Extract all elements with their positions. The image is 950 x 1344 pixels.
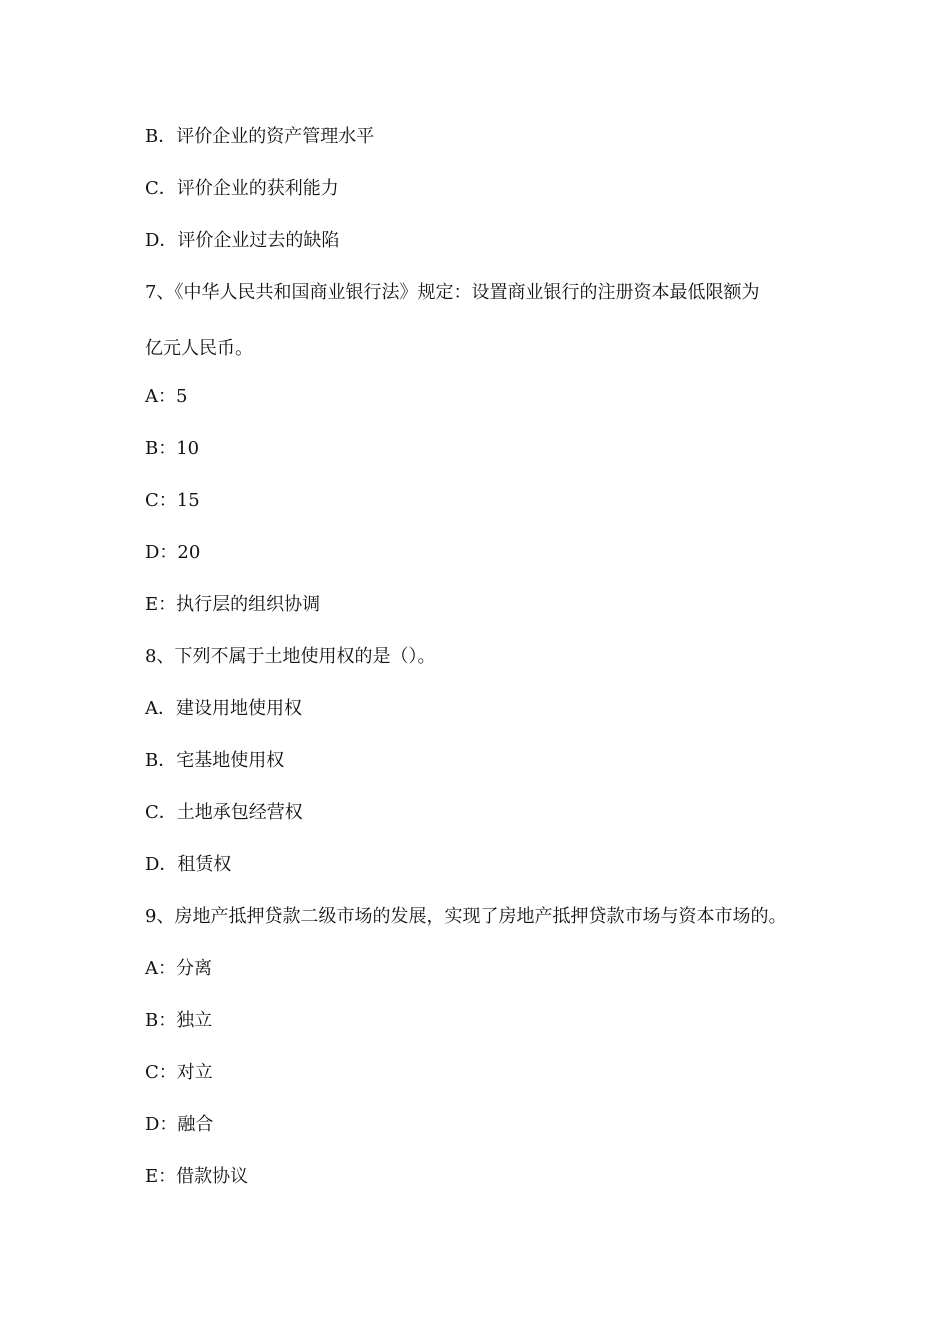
- question-7-text-continued: 亿元人民币。: [145, 338, 253, 359]
- option-c-profitability: C．评价企业的获利能力: [145, 178, 339, 199]
- question-8-option-a: A．建设用地使用权: [145, 698, 302, 719]
- question-7-option-d: D：20: [145, 542, 201, 563]
- option-b-asset-management: B．评价企业的资产管理水平: [145, 126, 375, 147]
- question-9-option-a: A：分离: [145, 958, 212, 979]
- question-8-option-d: D．租赁权: [145, 854, 232, 875]
- question-7-option-a: A：5: [145, 386, 188, 407]
- option-d-past-defects: D．评价企业过去的缺陷: [145, 230, 340, 251]
- question-9-option-d: D：融合: [145, 1114, 214, 1135]
- question-7-option-b: B：10: [145, 438, 200, 459]
- question-8-option-b: B．宅基地使用权: [145, 750, 285, 771]
- question-7-option-c: C：15: [145, 490, 200, 511]
- question-9-option-b: B：独立: [145, 1010, 213, 1031]
- question-9-option-e: E：借款协议: [145, 1166, 249, 1187]
- question-8-option-c: C．土地承包经营权: [145, 802, 303, 823]
- question-9-text: 9、房地产抵押贷款二级市场的发展，实现了房地产抵押贷款市场与资本市场的。: [145, 906, 787, 927]
- question-7-option-e: E：执行层的组织协调: [145, 594, 321, 615]
- question-9-option-c: C：对立: [145, 1062, 213, 1083]
- question-8-text: 8、下列不属于土地使用权的是（）。: [145, 646, 436, 667]
- question-7-text: 7、《中华人民共和国商业银行法》规定：设置商业银行的注册资本最低限额为: [145, 282, 760, 303]
